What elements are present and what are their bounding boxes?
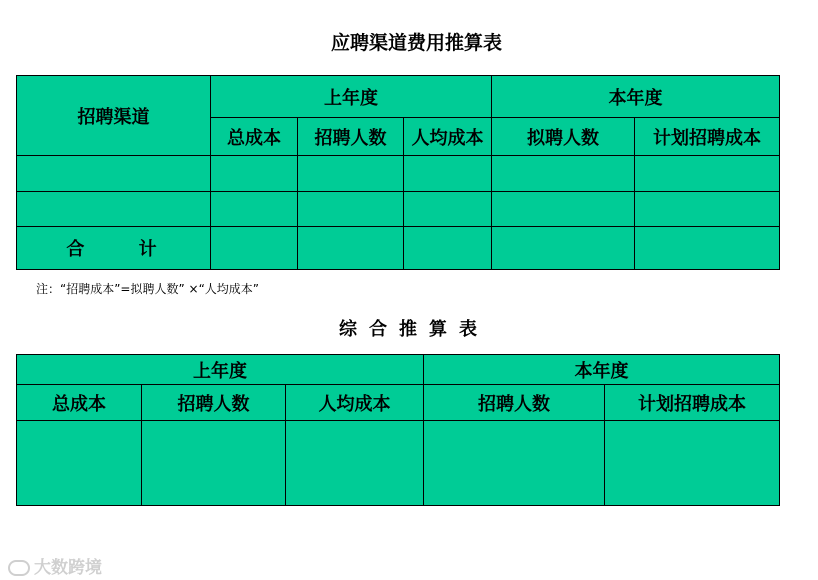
table-cell[interactable]: [404, 227, 492, 270]
formula-note: 注：“招聘成本”=拟聘人数” ×“人均成本”: [36, 282, 260, 296]
this-year-header: 本年度: [492, 76, 780, 118]
col-cost-per-hire: 人均成本: [404, 118, 492, 156]
table-cell[interactable]: [17, 192, 211, 227]
col-total-cost: 总成本: [17, 385, 142, 421]
col-hired-count: 招聘人数: [142, 385, 286, 421]
table-cell[interactable]: [211, 156, 298, 192]
table-cell[interactable]: [211, 192, 298, 227]
last-year-header: 上年度: [211, 76, 492, 118]
summary-title: 综合推算表: [339, 319, 489, 340]
table-cell[interactable]: [605, 421, 780, 506]
table-cell[interactable]: [298, 156, 404, 192]
watermark-text: 大数跨境: [34, 558, 102, 578]
table-cell[interactable]: [17, 156, 211, 192]
col-total-cost: 总成本: [211, 118, 298, 156]
table-row: [17, 156, 780, 192]
table-cell[interactable]: [17, 421, 142, 506]
table-cell[interactable]: [404, 156, 492, 192]
total-row: [17, 227, 780, 270]
table-cell[interactable]: [635, 227, 780, 270]
watermark: [8, 553, 102, 578]
table-cell[interactable]: [286, 421, 424, 506]
table-cell[interactable]: [404, 192, 492, 227]
table-cell[interactable]: [492, 156, 635, 192]
col-planned-hires: 拟聘人数: [492, 118, 635, 156]
table-cell[interactable]: [635, 192, 780, 227]
col-planned-cost: 计划招聘成本: [635, 118, 780, 156]
table-cell[interactable]: [211, 227, 298, 270]
table-cell[interactable]: [424, 421, 605, 506]
recruitment-channel-cost-table: [16, 75, 780, 270]
summary-table: [16, 354, 780, 506]
table-cell[interactable]: [142, 421, 286, 506]
watermark-logo-icon: [8, 560, 30, 576]
channel-header: 招聘渠道: [17, 76, 211, 156]
col-cost-per-hire: 人均成本: [286, 385, 424, 421]
col-planned-hires: 招聘人数: [424, 385, 605, 421]
this-year-header: 本年度: [424, 355, 780, 385]
table-cell[interactable]: [492, 227, 635, 270]
table-cell[interactable]: [635, 156, 780, 192]
table-row: [17, 421, 780, 506]
table-row: [17, 192, 780, 227]
table-cell[interactable]: [492, 192, 635, 227]
col-hired-count: 招聘人数: [298, 118, 404, 156]
page-title: 应聘渠道费用推算表: [330, 32, 502, 54]
col-planned-cost: 计划招聘成本: [605, 385, 780, 421]
total-label: 合 计: [17, 227, 211, 270]
last-year-header: 上年度: [17, 355, 424, 385]
table-cell[interactable]: [298, 227, 404, 270]
table-cell[interactable]: [298, 192, 404, 227]
